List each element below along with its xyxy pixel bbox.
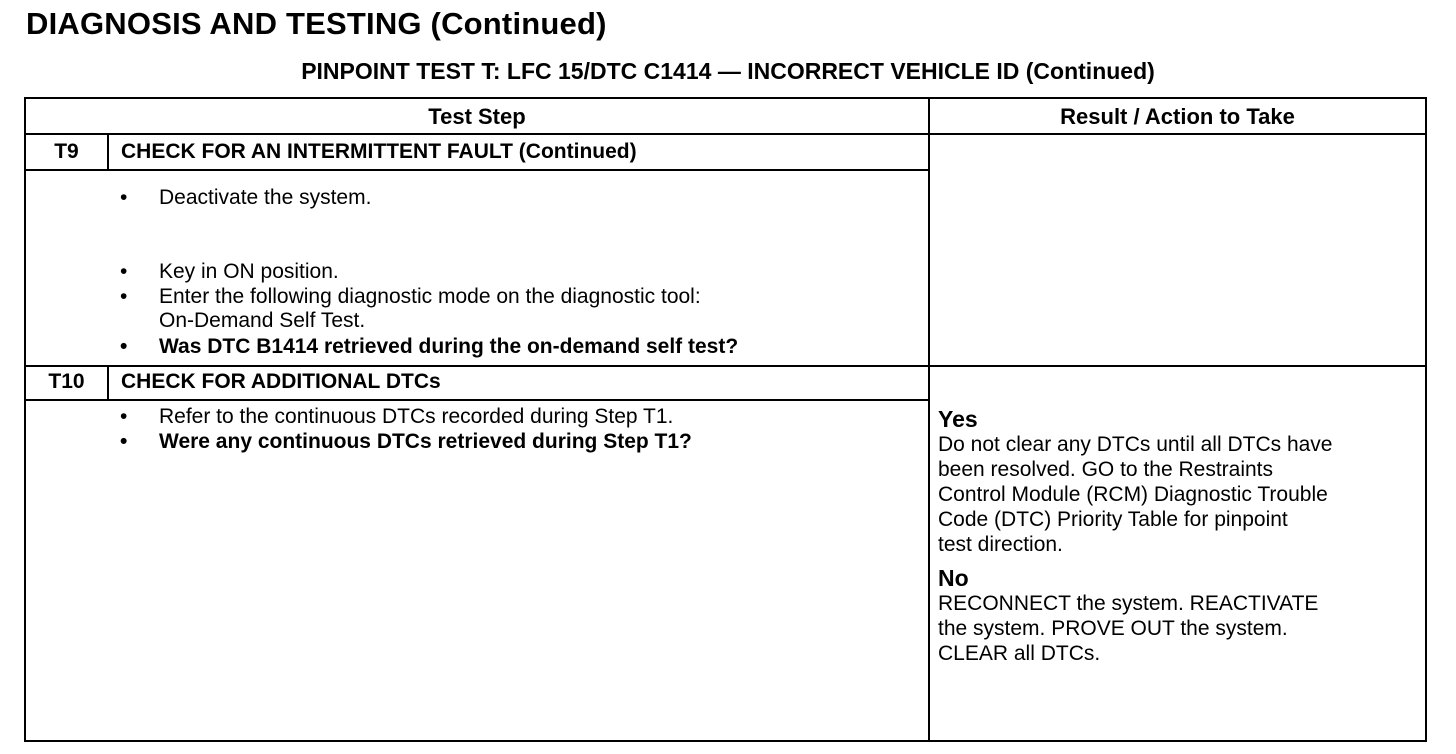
t10-row-divider	[26, 365, 1425, 367]
result-no-text: RECONNECT the system. REACTIVATE	[938, 592, 1319, 615]
bullet: •	[120, 186, 128, 209]
pinpoint-test-title: PINPOINT TEST T: LFC 15/DTC C1414 — INCORRECT VEHICLE ID (Continued)	[301, 58, 1155, 84]
column-header-test-step: Test Step	[428, 104, 526, 129]
step-instruction-continued: On-Demand Self Test.	[159, 309, 366, 332]
result-yes-text: Control Module (RCM) Diagnostic Trouble	[938, 483, 1328, 506]
step-title-t10: CHECK FOR ADDITIONAL DTCs	[121, 370, 441, 393]
result-yes-text: been resolved. GO to the Restraints	[938, 458, 1274, 481]
step-id-divider-t10	[107, 365, 109, 399]
step-instruction: Refer to the continuous DTCs recorded during Step T1.	[159, 405, 674, 428]
step-question: Was DTC B1414 retrieved during the on-demand self test?	[159, 335, 739, 358]
page-title: DIAGNOSIS AND TESTING (Continued)	[26, 6, 607, 41]
bullet: •	[120, 335, 128, 358]
column-divider	[928, 99, 930, 740]
step-id-t9: T9	[54, 140, 79, 163]
result-yes-text: Code (DTC) Priority Table for pinpoint	[938, 508, 1288, 531]
bullet: •	[120, 285, 128, 308]
step-instruction: Deactivate the system.	[159, 186, 372, 209]
result-no-text: the system. PROVE OUT the system.	[938, 617, 1288, 640]
bullet: •	[120, 405, 128, 428]
column-header-result: Result / Action to Take	[1060, 104, 1295, 129]
step-instruction: Key in ON position.	[159, 260, 339, 283]
result-no-text: CLEAR all DTCs.	[938, 642, 1101, 665]
t10-title-divider	[26, 399, 928, 401]
pinpoint-test-table	[24, 97, 1427, 742]
bullet: •	[120, 430, 128, 453]
step-id-t10: T10	[48, 370, 85, 393]
result-yes-text: test direction.	[938, 533, 1063, 556]
step-question: Were any continuous DTCs retrieved during Step T1?	[159, 430, 692, 453]
step-title-t9: CHECK FOR AN INTERMITTENT FAULT (Continued)	[121, 140, 637, 163]
step-id-divider-t9	[107, 133, 109, 169]
result-yes-label: Yes	[938, 406, 978, 432]
result-yes-text: Do not clear any DTCs until all DTCs have	[938, 433, 1333, 456]
step-instruction: Enter the following diagnostic mode on the diagnostic tool:	[159, 285, 701, 308]
bullet: •	[120, 260, 128, 283]
header-divider	[26, 133, 1425, 135]
result-no-label: No	[938, 565, 969, 591]
t9-title-divider	[26, 169, 928, 171]
